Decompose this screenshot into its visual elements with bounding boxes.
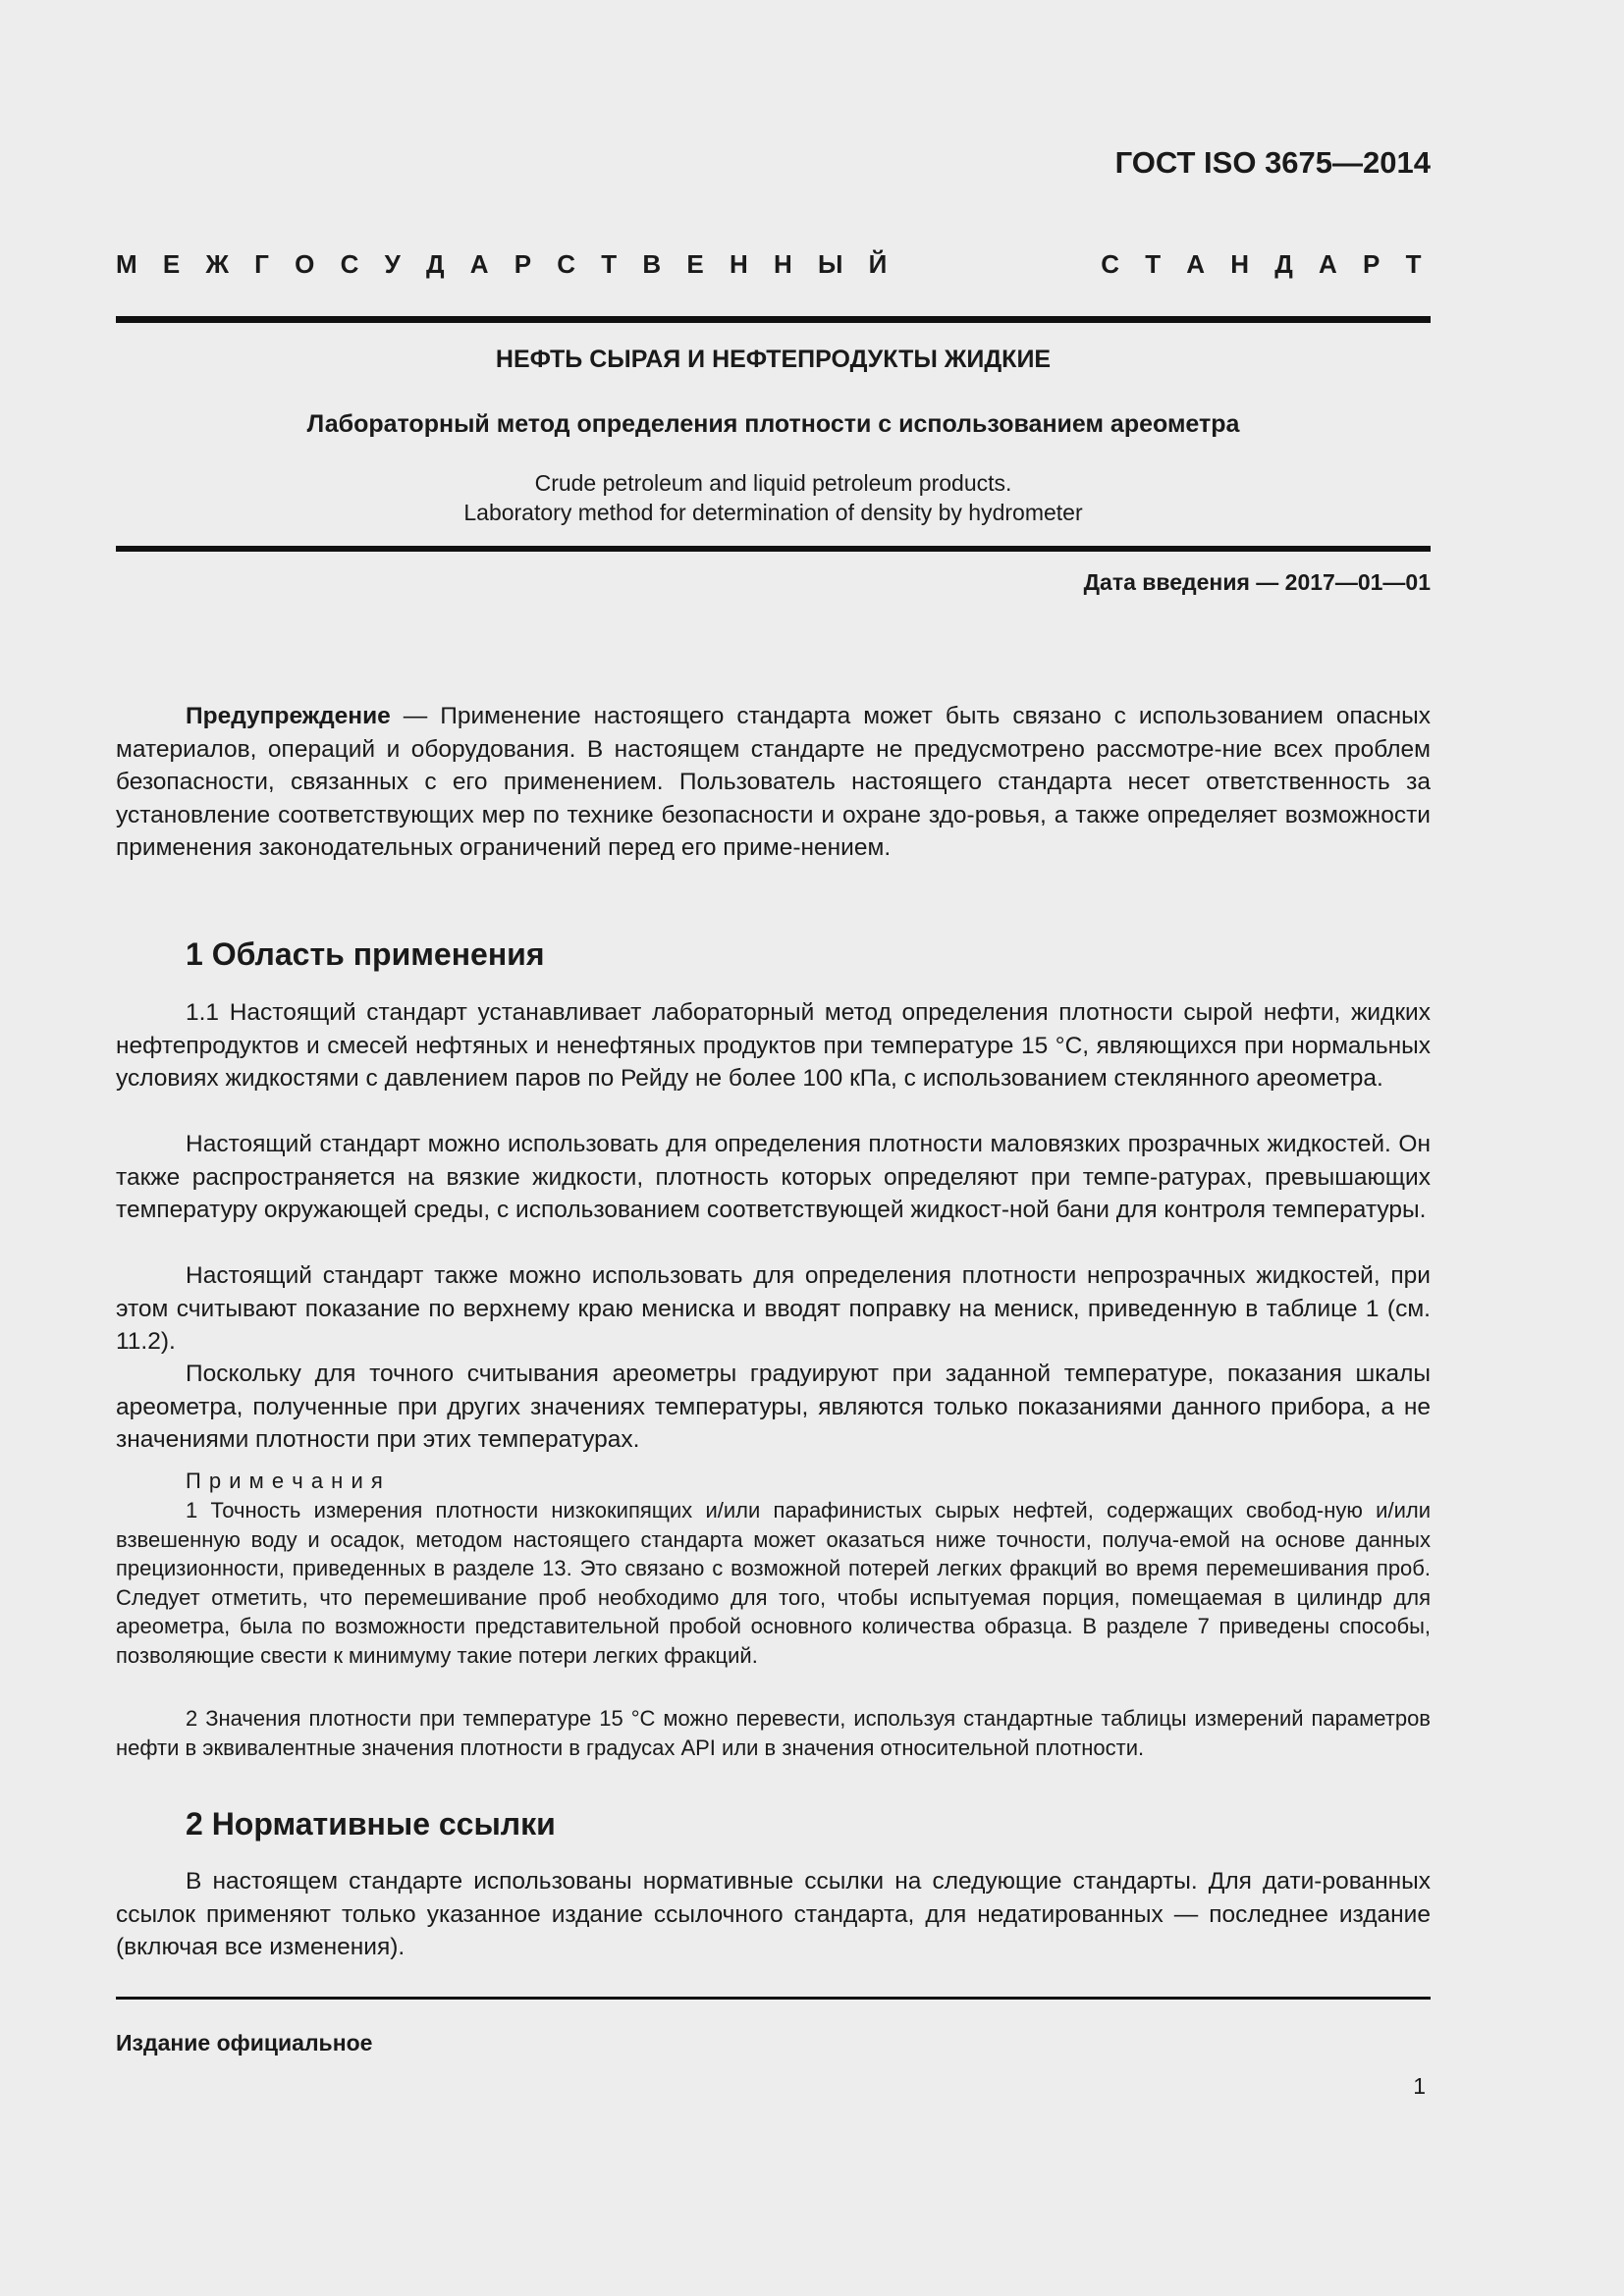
english-title-line2: Laboratory method for determination of density by hydrometer <box>463 500 1083 525</box>
notes-label: П р и м е ч а н и я <box>186 1468 384 1493</box>
section-2-p1-text: В настоящем стандарте использованы нормативные ссылки на следующие стандарты. Для дати-рованных ссылок применяют только указанное издание ссылочного стандарта, для недатированных — последнее издание (включая все изменения). <box>116 1868 1431 1960</box>
document-subtitle: Лабораторный метод определения плотности с использованием ареометра <box>306 410 1240 438</box>
section-1-paragraph-3 <box>116 1259 1431 1359</box>
note-1-text: 1 Точность измерения плотности низкокипящих и/или парафинистых сырых нефтей, содержащих свобод-ную и/или взвешенную воду и осадок, методом настоящего стандарта может оказаться ниже точности, получа-емой на основе данных прецизионности, приведенных в разделе 13. Это связано с возможной потерей легких фракций во время перемешивания проб. Следует отметить, что перемешивание проб необходимо для того, чтобы испытуемая порция, помещаемая в цилиндр для ареометра, была по возможности представительной пробой основного количества образца. В разделе 7 приведены способы, позволяющие свести к минимуму такие потери легких фракций. <box>116 1498 1431 1668</box>
note-2 <box>116 1704 1431 1762</box>
section-2-heading: 2 Нормативные ссылки <box>186 1806 556 1842</box>
section-1-p4-text: Поскольку для точного считывания ареометры градуируют при заданной температуре, показания шкалы ареометра, полученные при других значениях температуры, являются только показаниями данного прибора, а не значениями плотности при этих температурах. <box>116 1361 1431 1453</box>
section-1-p3-text: Настоящий стандарт также можно использовать для определения плотности непрозрачных жидкостей, при этом считывают показание по верхнему краю мениска и вводят поправку на мениск, приведенную в таблице 1 (см. 11.2). <box>116 1262 1431 1355</box>
note-1 <box>116 1496 1431 1670</box>
top-thick-rule <box>116 316 1431 323</box>
introduction-date: Дата введения — 2017—01—01 <box>1083 569 1431 595</box>
warning-label: Предупреждение <box>186 703 391 729</box>
section-2-paragraph-1 <box>116 1865 1431 1964</box>
section-1-paragraph-4 <box>116 1358 1431 1457</box>
section-1-paragraph-2 <box>116 1128 1431 1227</box>
document-title: НЕФТЬ СЫРАЯ И НЕФТЕПРОДУКТЫ ЖИДКИЕ <box>495 346 1052 373</box>
note-2-text: 2 Значения плотности при температуре 15 °С можно перевести, используя стандартные таблицы измерений параметров нефти в эквивалентные значения плотности в градусах API или в значения относительной плотности. <box>116 1706 1431 1760</box>
standard-label: С Т А Н Д А Р Т <box>1101 249 1431 279</box>
footer-rule <box>116 1997 1431 2000</box>
gost-number: ГОСТ ISO 3675—2014 <box>1114 145 1431 180</box>
section-1-p1-text: 1.1 Настоящий стандарт устанавливает лабораторный метод определения плотности сырой нефти, жидких нефтепродуктов и смесей нефтяных и ненефтяных продуктов при температуре 15 °С, являющихся при нормальных условиях жидкостями с давлением паров по Рейду не более 100 кПа, с использованием стеклянного ареометра. <box>116 999 1431 1092</box>
title-bottom-rule <box>116 546 1431 552</box>
section-1-p2-text: Настоящий стандарт можно использовать для определения плотности маловязких прозрачных жидкостей. Он также распространяется на вязкие жидкости, плотность которых определяют при темпе-ратурах, превышающих температуру окружающей среды, с использованием соответствующей жидкост-ной бани для контроля температуры. <box>116 1131 1431 1223</box>
section-1-heading: 1 Область применения <box>186 936 545 972</box>
english-title-line1: Crude petroleum and liquid petroleum products. <box>534 470 1012 496</box>
official-edition-label: Издание официальное <box>116 2030 373 2056</box>
section-1-paragraph-1 <box>116 996 1431 1095</box>
warning-paragraph <box>116 700 1431 865</box>
warning-text: — Применение настоящего стандарта может быть связано с использованием опасных материалов, операций и оборудования. В настоящем стандарте не предусмотрено рассмотре-ние всех проблем безопасности, связанных с его применением. Пользователь настоящего стандарта несет ответственность за установление соответствующих мер по технике безопасности и охране здо-ровья, а также определяет возможности применения законодательных ограничений перед его приме-нением. <box>116 703 1431 861</box>
page-number: 1 <box>1413 2073 1426 2099</box>
interstate-label: М Е Ж Г О С У Д А Р С Т В Е Н Н Ы Й <box>116 249 896 279</box>
